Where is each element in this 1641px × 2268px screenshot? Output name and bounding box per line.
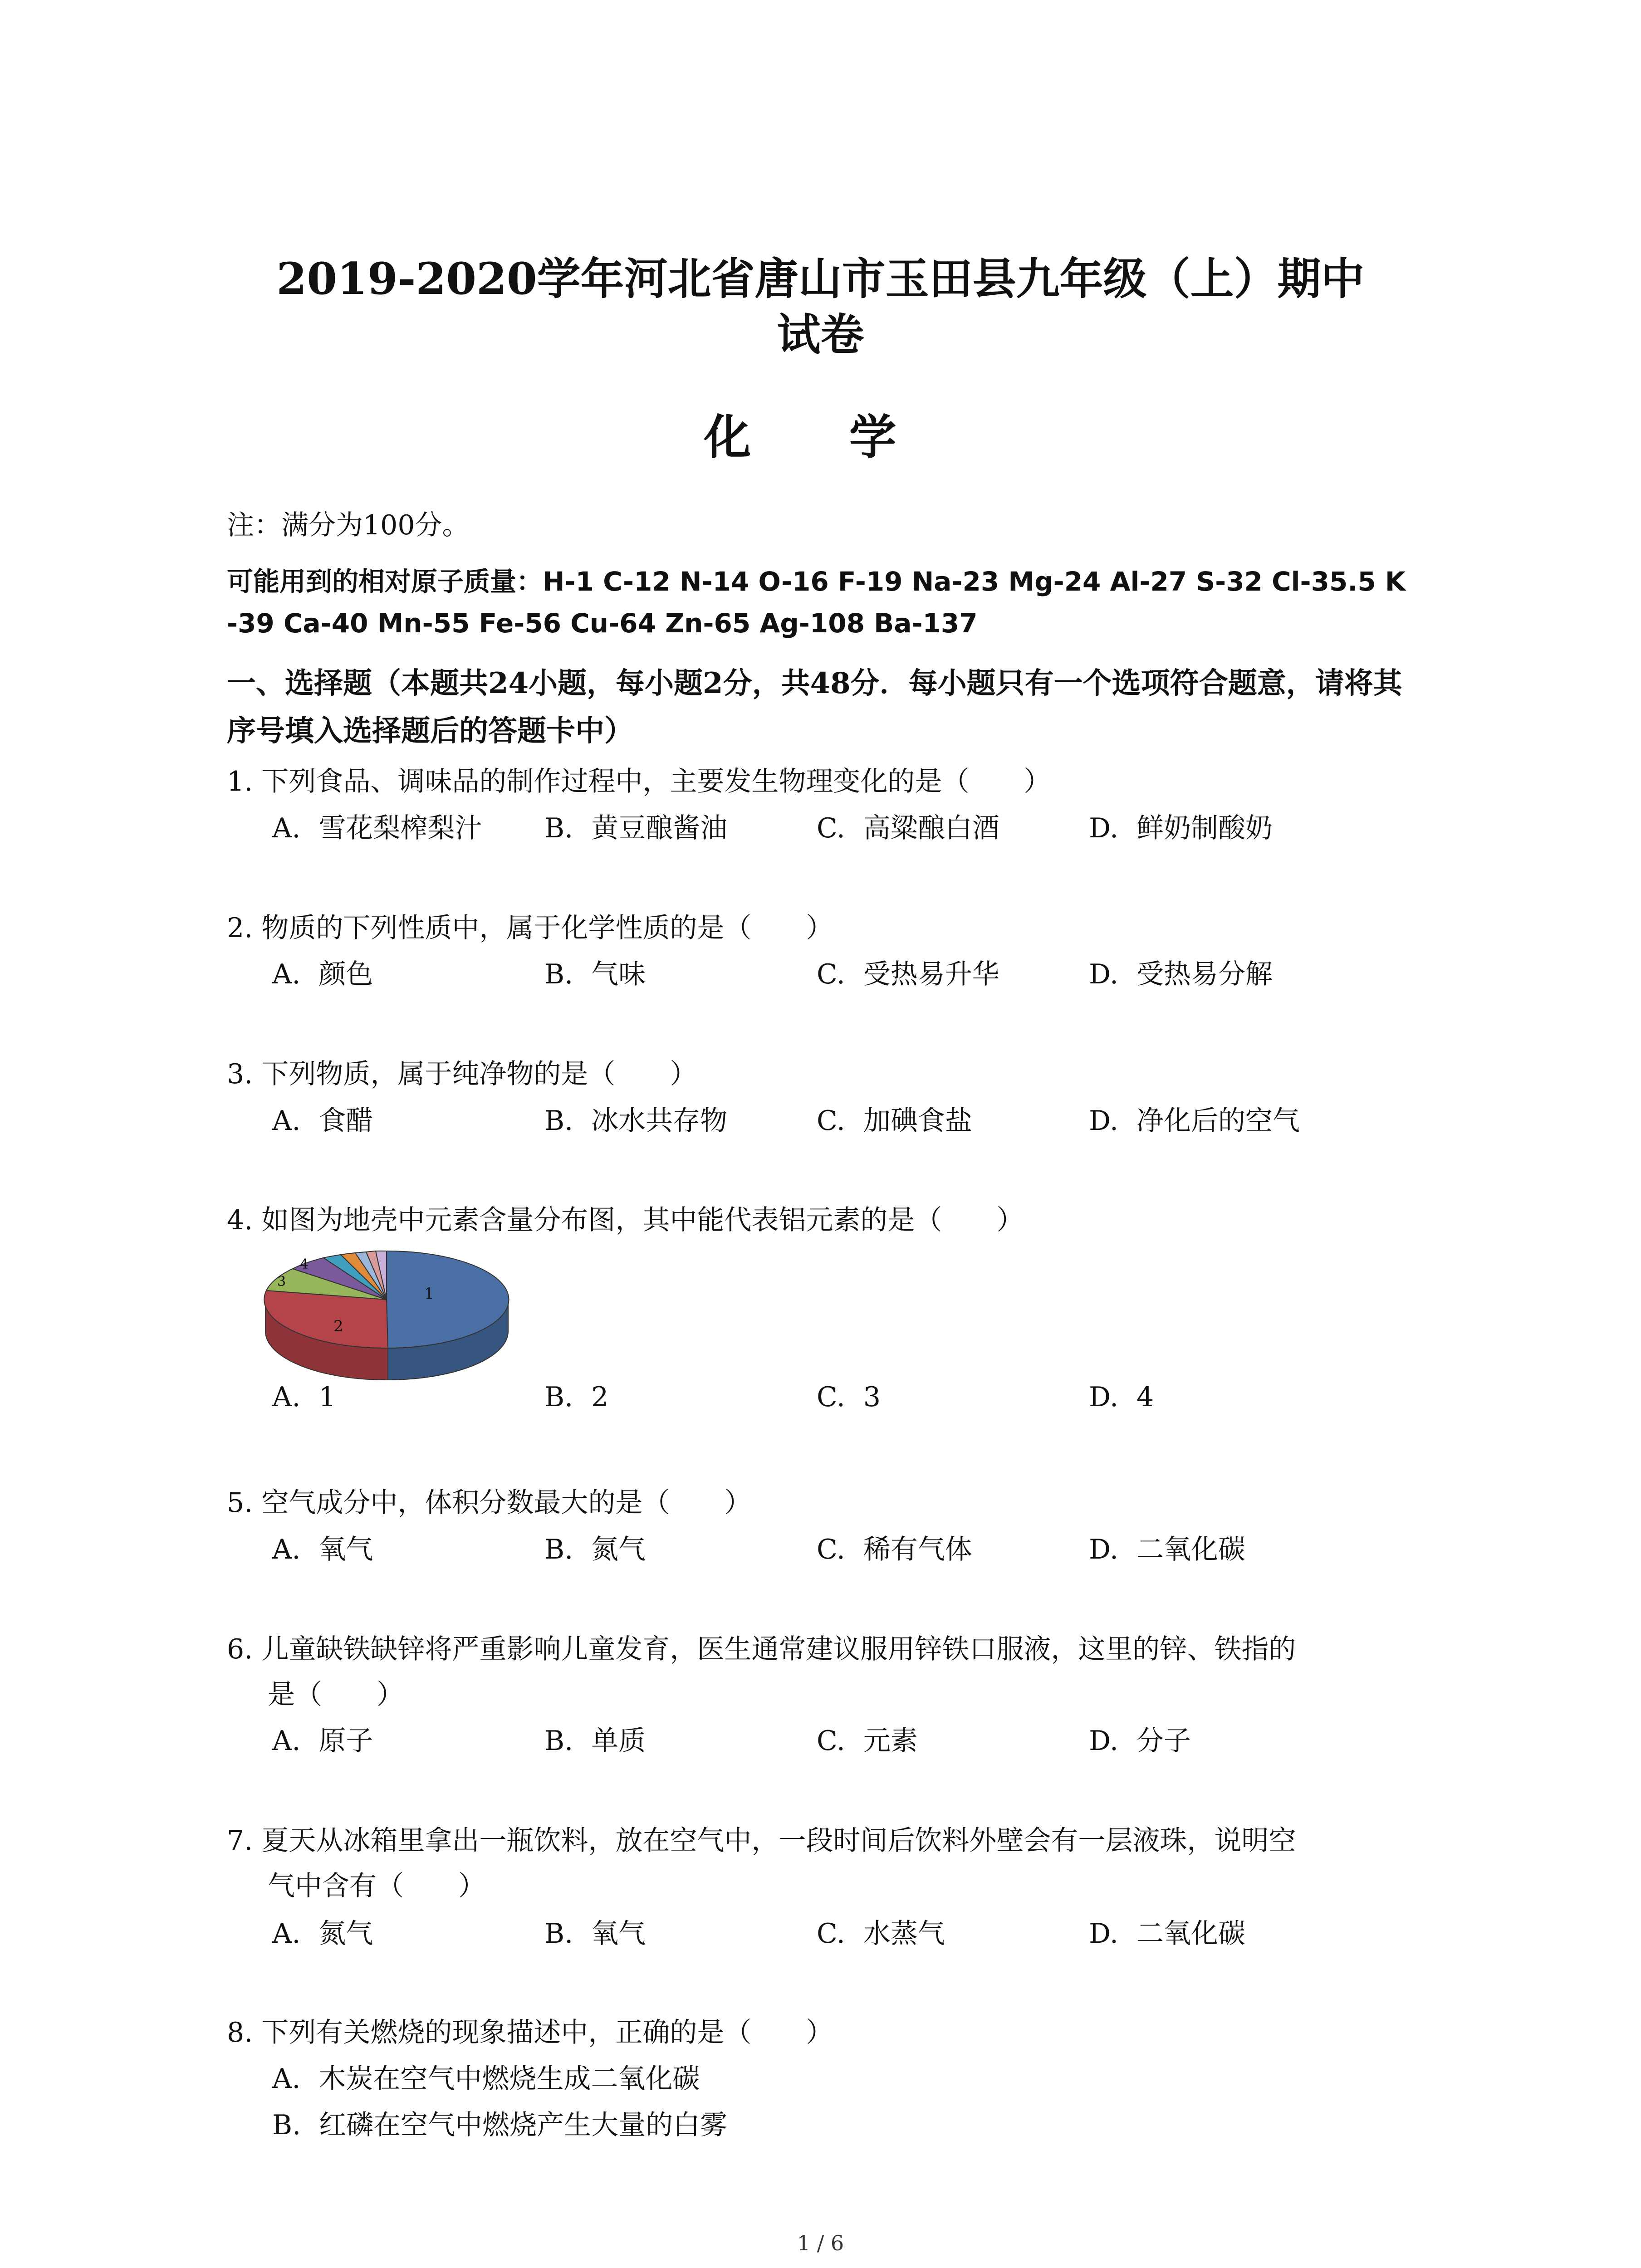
question-6-continued: 是（ ） [268, 1679, 404, 1711]
q7-option-a[interactable]: A. 氮气 [272, 1918, 373, 1950]
q1-option-a[interactable]: A. 雪花梨榨梨汁 [272, 812, 482, 844]
q2-option-d[interactable]: D. 受热易分解 [1089, 958, 1273, 990]
q5-option-b[interactable]: B. 氮气 [544, 1534, 646, 1565]
pie-label-3: 3 [277, 1274, 286, 1290]
q4-option-c[interactable]: C. 3 [817, 1381, 881, 1413]
q4-option-d[interactable]: D. 4 [1089, 1381, 1154, 1413]
question-1: 1. 下列食品、调味品的制作过程中，主要发生物理变化的是（ ） [227, 766, 1051, 797]
q4-option-b[interactable]: B. 2 [544, 1381, 609, 1413]
subject-title: 化 学 [704, 409, 937, 465]
question-6: 6. 儿童缺铁缺锌将严重影响儿童发育，医生通常建议服用锌铁口服液，这里的锌、铁指的 [227, 1633, 1296, 1665]
page-number: 1 / 6 [797, 2231, 844, 2255]
q8-option-a[interactable]: A. 木炭在空气中燃烧生成二氧化碳 [272, 2063, 700, 2095]
pie-label-2: 2 [333, 1317, 343, 1335]
q6-option-a[interactable]: A. 原子 [272, 1725, 373, 1757]
q5-option-d[interactable]: D. 二氧化碳 [1089, 1534, 1246, 1565]
question-8: 8. 下列有关燃烧的现象描述中，正确的是（ ） [227, 2017, 833, 2048]
q2-option-a[interactable]: A. 颜色 [272, 958, 373, 990]
q1-option-b[interactable]: B. 黄豆酿酱油 [544, 812, 728, 844]
q7-option-c[interactable]: C. 水蒸气 [817, 1918, 945, 1950]
section-heading-line1: 一、选择题（本题共24小题，每小题2分，共48分．每小题只有一个选项符合题意，请将其 [227, 666, 1402, 700]
q7-option-b[interactable]: B. 氧气 [544, 1918, 646, 1950]
question-3: 3. 下列物质，属于纯净物的是（ ） [227, 1058, 697, 1090]
question-2: 2. 物质的下列性质中，属于化学性质的是（ ） [227, 912, 833, 944]
q3-option-a[interactable]: A. 食醋 [272, 1105, 373, 1137]
q1-option-c[interactable]: C. 高粱酿白酒 [817, 812, 999, 844]
q5-option-c[interactable]: C. 稀有气体 [817, 1534, 972, 1565]
pie-label-1: 1 [424, 1285, 434, 1303]
q4-option-a[interactable]: A. 1 [272, 1381, 336, 1413]
crust-element-pie-chart [261, 1241, 515, 1395]
q2-option-b[interactable]: B. 气味 [544, 958, 646, 990]
q8-option-b[interactable]: B. 红磷在空气中燃烧产生大量的白雾 [272, 2109, 728, 2141]
atomic-mass-line2: -39 Ca-40 Mn-55 Fe-56 Cu-64 Zn-65 Ag-108 Ba-137 [227, 608, 978, 639]
question-7-continued: 气中含有（ ） [268, 1870, 485, 1902]
q6-option-d[interactable]: D. 分子 [1089, 1725, 1191, 1757]
q6-option-c[interactable]: C. 元素 [817, 1725, 918, 1757]
q7-option-d[interactable]: D. 二氧化碳 [1089, 1918, 1246, 1950]
question-5: 5. 空气成分中，体积分数最大的是（ ） [227, 1487, 752, 1519]
section-heading-line2: 序号填入选择题后的答题卡中） [227, 714, 633, 748]
exam-title-line1: 2019-2020学年河北省唐山市玉田县九年级（上）期中 [276, 253, 1365, 304]
q3-option-d[interactable]: D. 净化后的空气 [1089, 1105, 1300, 1137]
q3-option-b[interactable]: B. 冰水共存物 [544, 1105, 728, 1137]
pie-label-4: 4 [300, 1256, 309, 1272]
question-7: 7. 夏天从冰箱里拿出一瓶饮料，放在空气中，一段时间后饮料外壁会有一层液珠，说明空 [227, 1825, 1296, 1857]
atomic-mass-line1: 可能用到的相对原子质量：H-1 C-12 N-14 O-16 F-19 Na-23 Mg-24 Al-27 S-32 Cl-35.5 K [227, 566, 1406, 597]
question-4: 4. 如图为地壳中元素含量分布图，其中能代表铝元素的是（ ） [227, 1204, 1024, 1236]
q1-option-d[interactable]: D. 鲜奶制酸奶 [1089, 812, 1273, 844]
q2-option-c[interactable]: C. 受热易升华 [817, 958, 999, 990]
score-note: 注：满分为100分。 [227, 509, 470, 541]
q3-option-c[interactable]: C. 加碘食盐 [817, 1105, 972, 1137]
q5-option-a[interactable]: A. 氧气 [272, 1534, 373, 1565]
q6-option-b[interactable]: B. 单质 [544, 1725, 646, 1757]
exam-title-line2: 试卷 [777, 309, 864, 360]
